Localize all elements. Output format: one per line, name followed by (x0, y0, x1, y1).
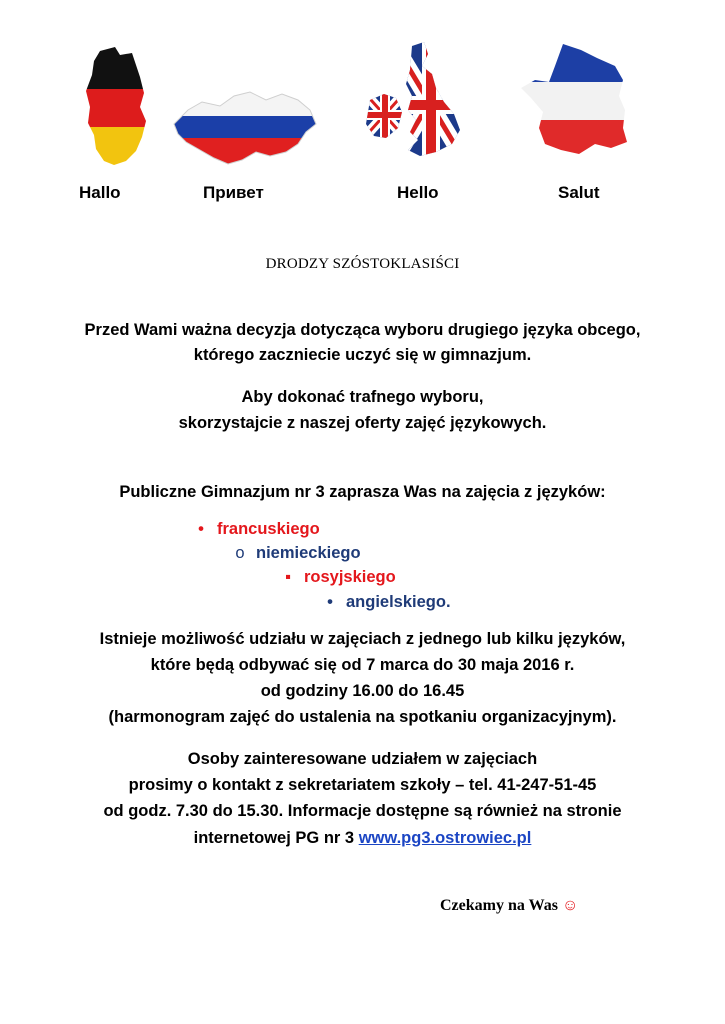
list-item-german (232, 544, 361, 563)
language-label: niemieckiego (256, 544, 361, 562)
language-label: rosyjskiego (304, 568, 396, 586)
schedule-line-2: które będą odbywać się od 7 marca do 30 maja 2016 r. (150, 656, 575, 674)
invite-line: Publiczne Gimnazjum nr 3 zaprasza Was na zajęcia z języków: (119, 483, 606, 501)
contact-line-4 (0, 829, 725, 848)
greeting-german: Hallo (79, 183, 121, 202)
intro-line-1: Przed Wami ważna decyzja dotycząca wyboru drugiego języka obcego, (84, 321, 641, 339)
intro-line-4: skorzystajcie z naszej oferty zajęć językowych. (178, 414, 547, 432)
intro-line-2: którego zaczniecie uczyć się w gimnazjum. (193, 346, 532, 364)
intro-line-3: Aby dokonać trafnego wyboru, (241, 388, 484, 406)
bullet-icon: • (198, 520, 204, 538)
page-title: DRODZY SZÓSTOKLASIŚCI (265, 256, 460, 272)
germany-map-icon (80, 45, 155, 170)
signoff (440, 897, 578, 915)
schedule-line-1: Istnieje możliwość udziału w zajęciach z jednego lub kilku języków, (99, 630, 626, 648)
contact-line-3: od godz. 7.30 do 15.30. Informacje dostępne są również na stronie (103, 802, 622, 820)
russia-map-icon (170, 80, 320, 170)
schedule-line-4: (harmonogram zajęć do ustalenia na spotkaniu organizacyjnym). (108, 708, 617, 726)
signoff-text: Czekamy na Was (440, 897, 558, 914)
uk-map-icon (362, 40, 467, 165)
bullet-icon: • (327, 593, 333, 611)
list-item-russian (280, 568, 396, 587)
france-map-icon (515, 40, 635, 165)
contact-line-2: prosimy o kontakt z sekretariatem szkoły – tel. 41-247-51-45 (128, 776, 597, 794)
circle-bullet-icon: o (235, 544, 245, 562)
schedule-line-3: od godziny 16.00 do 16.45 (260, 682, 465, 700)
list-item-french (193, 520, 320, 539)
website-link[interactable]: www.pg3.ostrowiec.pl (358, 829, 532, 847)
smiley-icon: ☺ (561, 897, 579, 914)
greeting-english: Hello (397, 183, 439, 202)
language-label: francuskiego (217, 520, 320, 538)
greeting-russian: Привет (203, 183, 264, 202)
contact-line-4-text: internetowej PG nr 3 (193, 829, 359, 847)
square-bullet-icon: ▪ (285, 568, 291, 586)
contact-line-1: Osoby zainteresowane udziałem w zajęciach (187, 750, 538, 768)
greeting-french: Salut (558, 183, 600, 202)
language-label: angielskiego. (346, 593, 451, 611)
list-item-english (322, 593, 451, 612)
